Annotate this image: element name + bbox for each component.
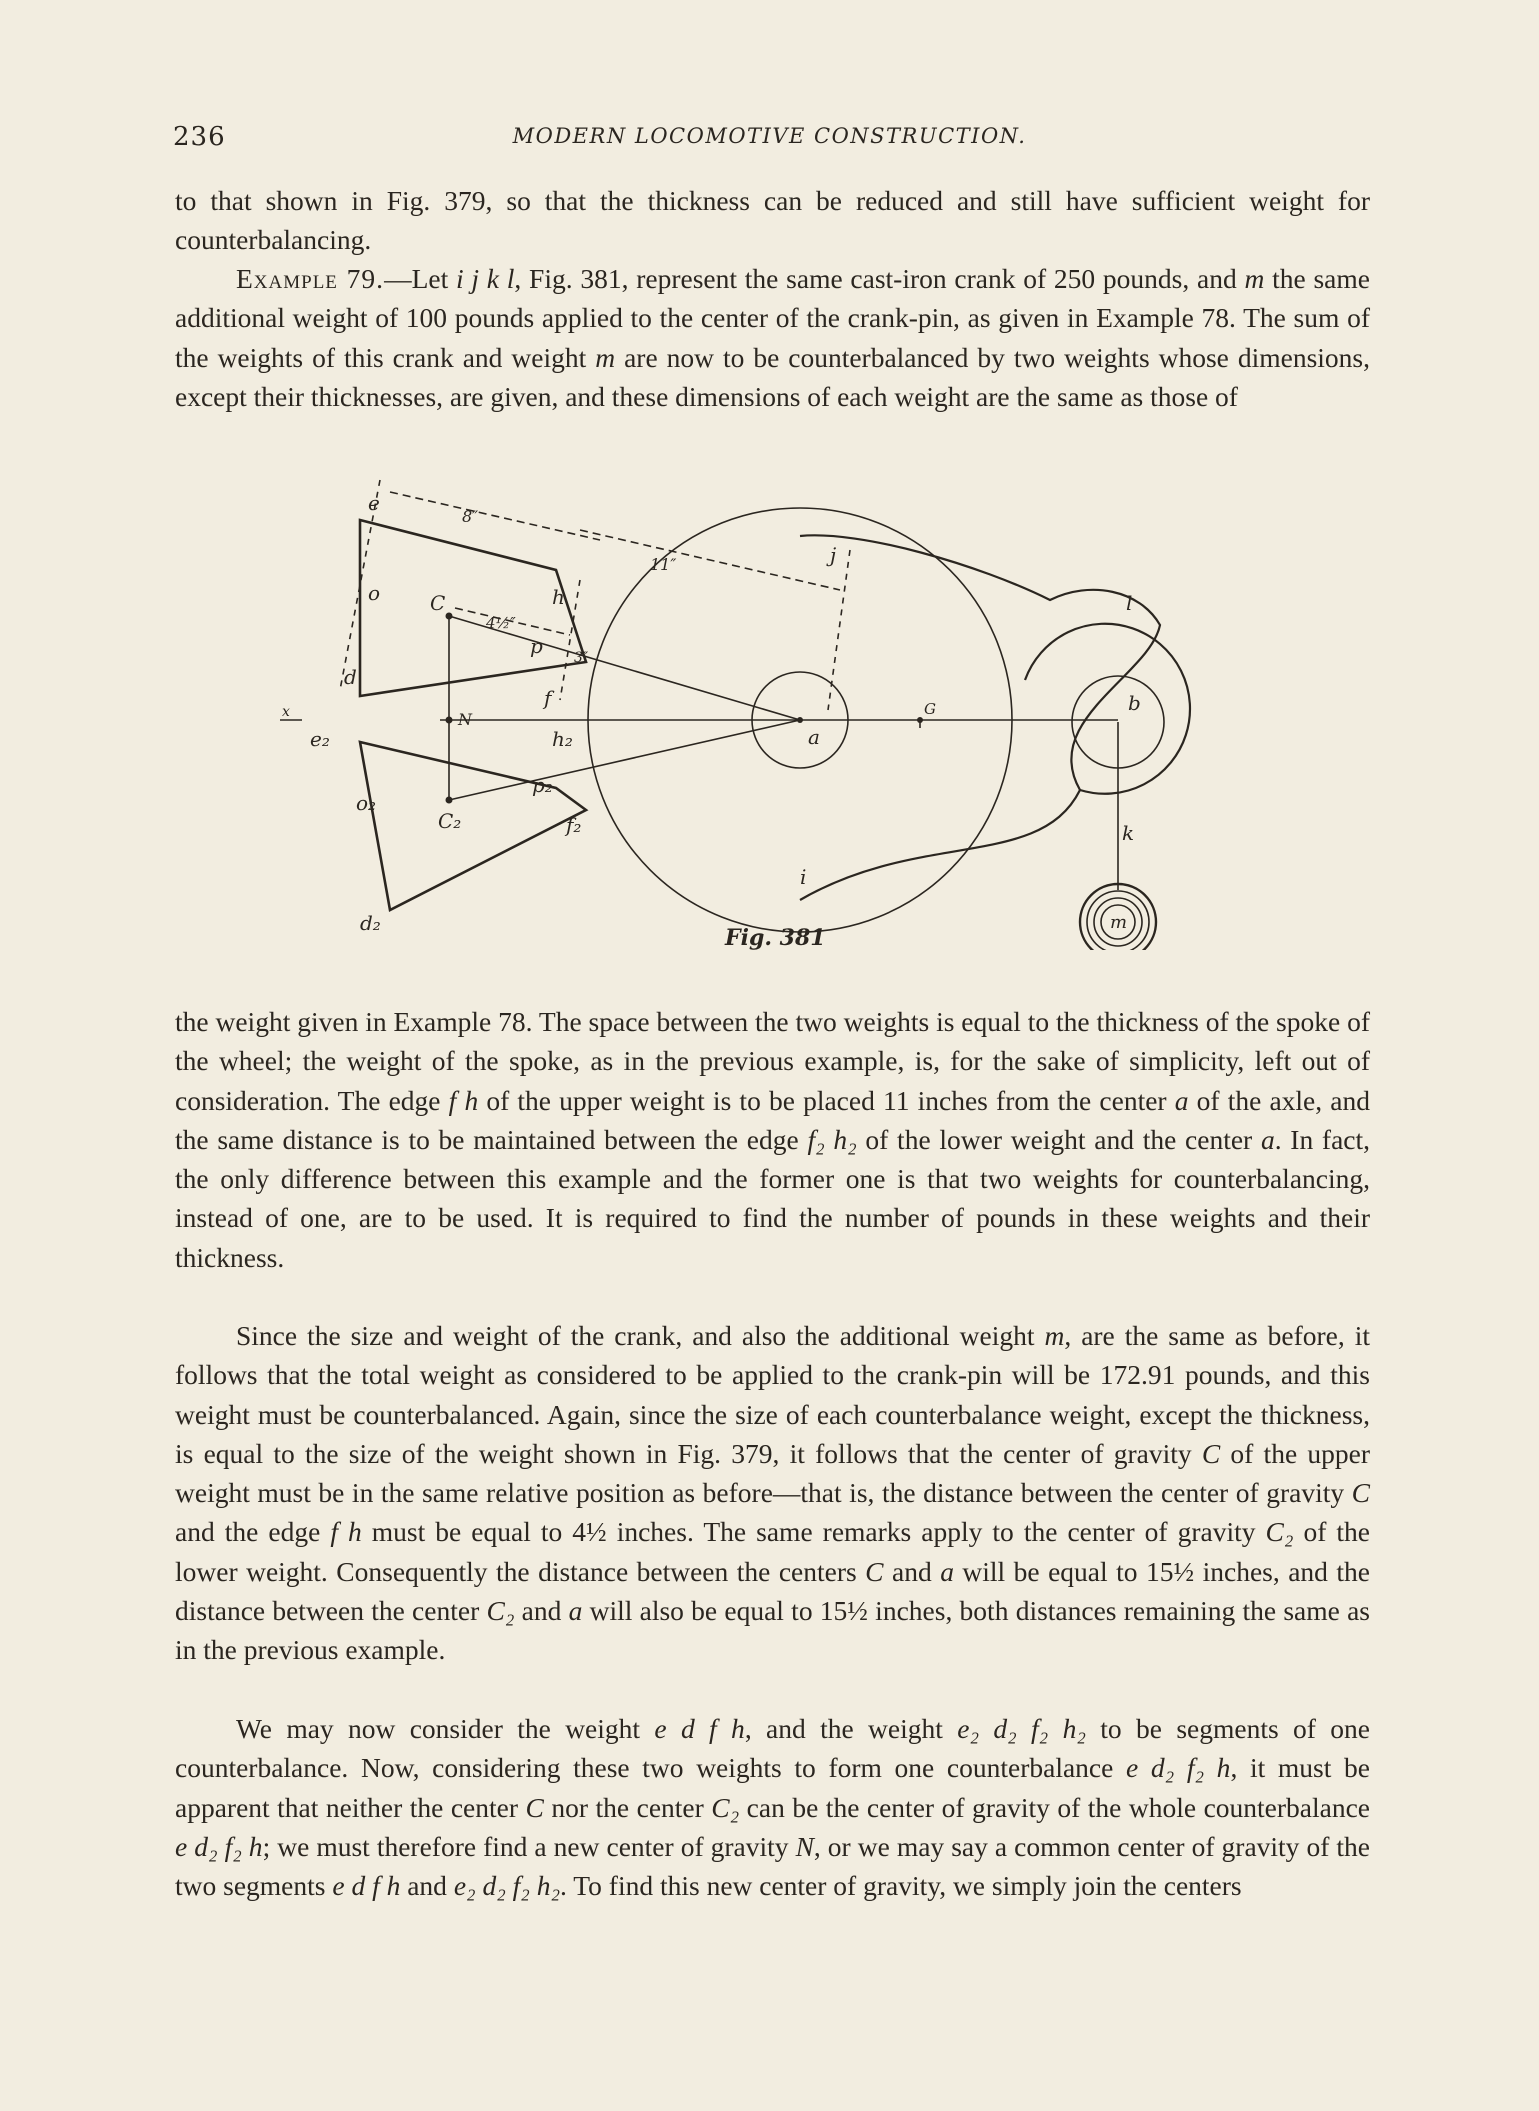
label-h: h: [552, 585, 565, 609]
label-N: N: [458, 710, 472, 729]
dim-line-11: [580, 530, 840, 590]
page-number: 236: [173, 122, 226, 152]
point-C2: [446, 797, 453, 804]
ext-line-right: [828, 550, 850, 710]
label-e2: e₂: [310, 727, 330, 751]
dim-3: 3″: [574, 650, 589, 666]
crank-counterbalance-diagram: [280, 470, 1260, 950]
label-d2: d₂: [360, 911, 381, 935]
running-title: MODERN LOCOMOTIVE CONSTRUCTION.: [512, 124, 1027, 148]
dim-8: 8″: [462, 507, 479, 526]
paragraph-1: to that shown in Fig. 379, so that the thickness can be reduced and still have sufficient weight for counterbalancing.: [175, 185, 1370, 256]
figure-381: [280, 470, 1260, 950]
paragraph-4: Since the size and weight of the crank, and also the additional weight m, are the same as before, it follows that the total weight as considered to be applied to the crank-pin will be 172.91 pounds, and this weight must be counterbalanced. Again, since the size of each counterbalance weight, except the thickness, is equal to the size of the weight shown in Fig. 379, it follows that the center of gravity C of the upper weight must be in the same relative position as before—that is, the distance between the center of gravity C and the edge f h must be equal to 4½ inches. The same remarks apply to the center of gravity C₂ of the lower weight. Consequently the distance between the centers C and a will be equal to 15½ inches, and the distance between the center C₂ and a will also be equal to 15½ inches, both distances remaining the same as in the previous example.: [175, 1320, 1371, 1666]
paragraph-3: the weight given in Example 78. The space between the two weights is equal to the thickness of the spoke of the wheel; the weight of the spoke, as in the previous example, is, for the sake of simplicity, left out of consideration. The edge f h of the upper weight is to be placed 11 inches from the center a of the axle, and the same distance is to be maintained between the edge f₂ h₂ of the lower weight and the center a. In fact, the only difference between this example and the former one is that two weights for counterbalancing, instead of one, are to be used. It is required to find the number of pounds in these weights and their thickness.: [175, 1006, 1371, 1273]
label-C: C: [430, 591, 446, 615]
label-G: G: [924, 700, 936, 718]
point-a: [797, 717, 803, 723]
label-h2: h₂: [552, 727, 573, 751]
label-e: e: [368, 491, 380, 515]
label-p2: p₂: [532, 773, 553, 797]
example-label: Example 79.: [236, 263, 385, 294]
label-p: p: [530, 634, 543, 658]
label-x: x: [282, 704, 290, 720]
label-d: d: [344, 665, 357, 689]
dim-line-8: [390, 492, 600, 540]
paragraph-2: Example 79.—Let i j k l, Fig. 381, represent the same cast-iron crank of 250 pounds, and m the same additional weight of 100 pounds applied to the center of the crank-pin, as given in Example 78. The sum of the weights of this crank and weight m are now to be counterbalanced by two weights whose dimensions, except their thicknesses, are given, and these dimensions of each weight are the same as those of: [175, 263, 1371, 412]
paragraph-5: We may now consider the weight e d f h, and the weight e₂ d₂ f₂ h₂ to be segments of one counterbalance. Now, considering these two weights to form one counterbalance e d₂ f₂ h, it must be apparent that neither the center C nor the center C₂ can be the center of gravity of the whole counterbalance e d₂ f₂ h; we must therefore find a new center of gravity N, or we may say a common center of gravity of the two segments e d f h and e₂ d₂ f₂ h₂. To find this new center of gravity, we simply join the centers: [175, 1713, 1370, 1902]
label-l: l: [1126, 591, 1133, 615]
crank-pin-boss: [1025, 624, 1190, 794]
crank-outline: [800, 535, 1160, 900]
label-b: b: [1128, 691, 1141, 715]
figure-caption: Fig. 381: [725, 925, 826, 950]
label-C2: C₂: [438, 809, 462, 833]
label-k: k: [1122, 821, 1135, 845]
point-N: [446, 717, 453, 724]
label-j: j: [830, 543, 837, 567]
label-o2: o₂: [356, 791, 377, 815]
label-f: f: [544, 686, 552, 710]
dim-11: 11″: [650, 555, 677, 574]
dim-4-half: 4½″: [486, 614, 516, 632]
label-i: i: [800, 865, 807, 889]
label-f2: f₂: [566, 813, 582, 837]
line-C2-to-a: [449, 720, 800, 800]
point-C: [446, 613, 453, 620]
point-G: [917, 717, 923, 723]
label-a: a: [808, 725, 820, 749]
lower-weight: [360, 742, 586, 910]
label-m: m: [1110, 912, 1128, 933]
label-o: o: [368, 581, 381, 605]
